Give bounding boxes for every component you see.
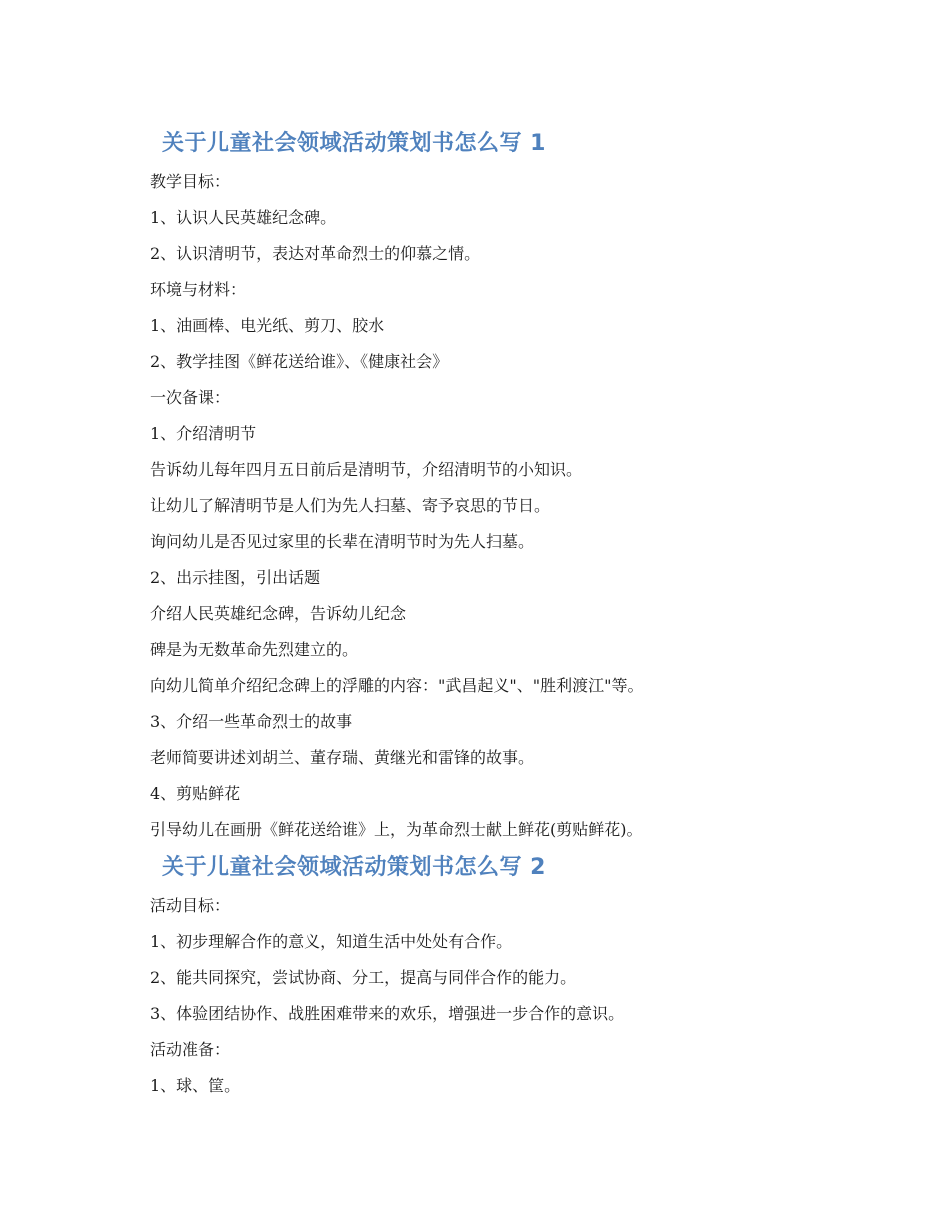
section-1-line: 1、油画棒、电光纸、剪刀、胶水 xyxy=(150,316,385,335)
section-1-line: 引导幼儿在画册《鲜花送给谁》上，为革命烈士献上鲜花(剪贴鲜花)。 xyxy=(150,820,643,839)
section-1-line: 环境与材料： xyxy=(150,280,247,299)
section-2-line: 1、初步理解合作的意义，知道生活中处处有合作。 xyxy=(150,932,513,951)
section-1-line: 一次备课： xyxy=(150,388,231,407)
section-1-line: 2、教学挂图《鲜花送给谁》、《健康社会》 xyxy=(150,352,449,371)
section-2-line: 活动准备： xyxy=(150,1040,231,1059)
section-1-line: 询问幼儿是否见过家里的长辈在清明节时为先人扫墓。 xyxy=(150,532,535,551)
section-1-line: 介绍人民英雄纪念碑，告诉幼儿纪念 xyxy=(150,604,407,623)
section-1-line: 2、出示挂图，引出话题 xyxy=(150,568,321,587)
section-1-line: 碑是为无数革命先烈建立的。 xyxy=(150,640,359,659)
section-2-line: 活动目标： xyxy=(150,896,231,915)
section-2-line: 3、体验团结协作、战胜困难带来的欢乐，增强进一步合作的意识。 xyxy=(150,1004,625,1023)
section-1-line: 向幼儿简单介绍纪念碑上的浮雕的内容："武昌起义"、"胜利渡江"等。 xyxy=(150,676,644,695)
document-page xyxy=(150,124,870,1104)
section-1-line: 3、介绍一些革命烈士的故事 xyxy=(150,712,353,731)
section-2-line: 1、球、筐。 xyxy=(150,1076,241,1095)
section-1-line: 让幼儿了解清明节是人们为先人扫墓、寄予哀思的节日。 xyxy=(150,496,551,515)
section-1-line: 1、认识人民英雄纪念碑。 xyxy=(150,208,337,227)
section-1-line: 2、认识清明节，表达对革命烈士的仰慕之情。 xyxy=(150,244,481,263)
section-2-line: 2、能共同探究，尝试协商、分工，提高与同伴合作的能力。 xyxy=(150,968,577,987)
section-1-line: 4、剪贴鲜花 xyxy=(150,784,241,803)
section-1-line: 1、介绍清明节 xyxy=(150,424,257,443)
section-2-title: 关于儿童社会领域活动策划书怎么写 2 xyxy=(162,855,546,880)
section-1-line: 告诉幼儿每年四月五日前后是清明节，介绍清明节的小知识。 xyxy=(150,460,583,479)
section-1-line: 教学目标： xyxy=(150,172,231,191)
section-1-line: 老师简要讲述刘胡兰、董存瑞、黄继光和雷锋的故事。 xyxy=(150,748,535,767)
section-1-title: 关于儿童社会领域活动策划书怎么写 1 xyxy=(162,131,546,156)
